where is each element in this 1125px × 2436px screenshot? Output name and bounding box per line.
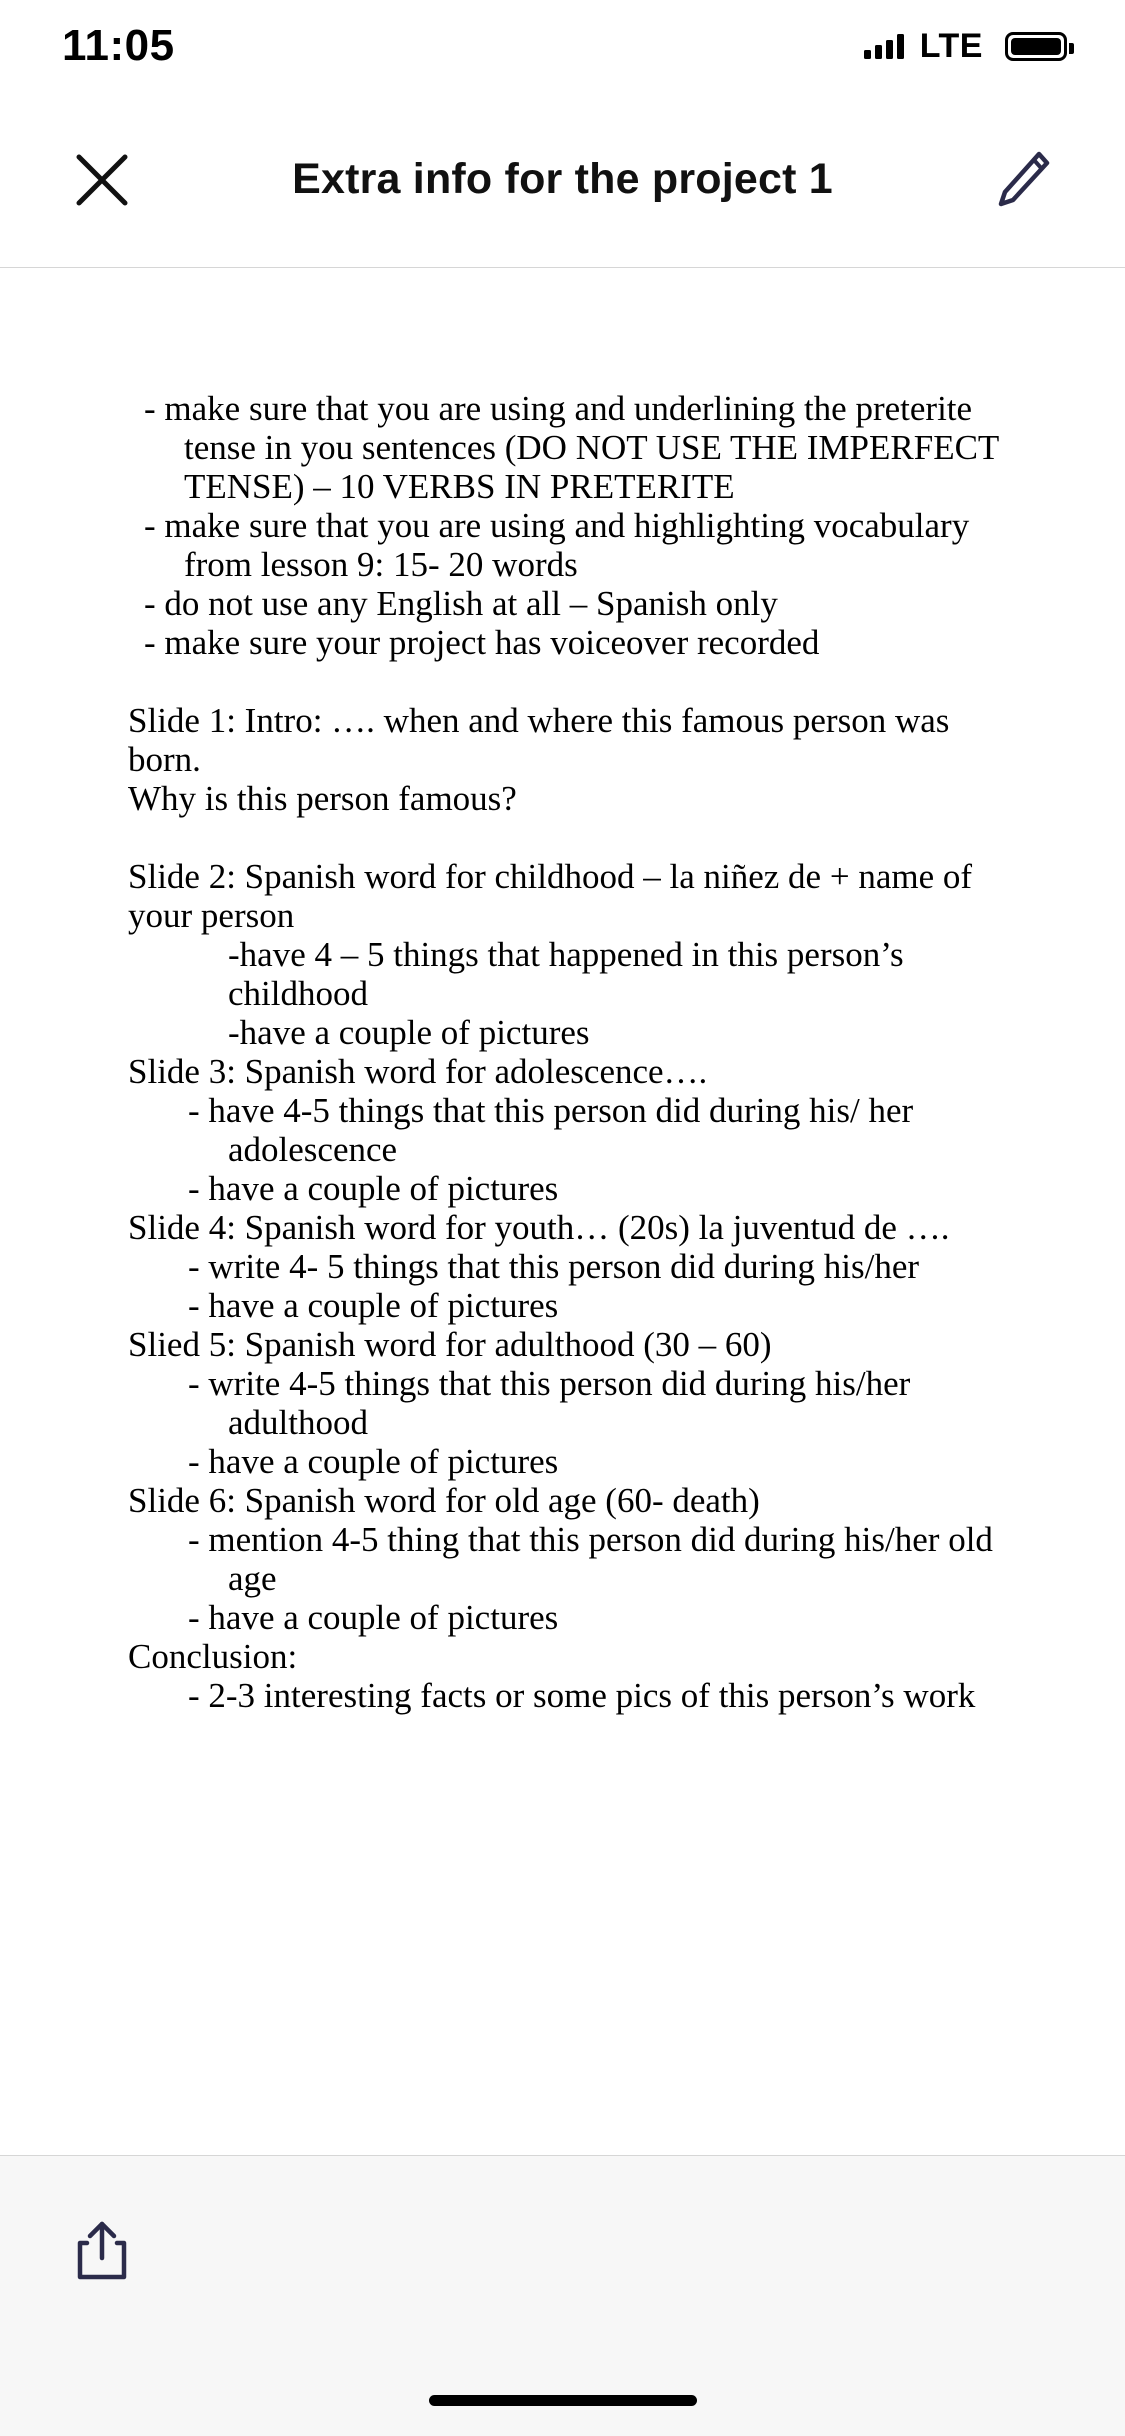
edit-button[interactable] [977,134,1069,226]
document-line: your person [128,896,295,935]
bottom-toolbar [0,2155,1125,2436]
document-line: - have a couple of pictures [188,1598,559,1637]
document-content [0,269,1125,1715]
home-indicator [429,2395,697,2406]
document-blank-line [128,662,1015,701]
close-button[interactable] [56,134,148,226]
pencil-edit-icon [995,150,1051,210]
document-line: Why is this person famous? [128,779,517,818]
document-line: TENSE) – 10 VERBS IN PRETERITE [184,467,735,506]
document-line: - 2-3 interesting facts or some pics of this person’s work [188,1676,976,1715]
document-blank-line [128,818,1015,857]
document-line: - make sure that you are using and highlighting vocabulary [144,506,970,545]
document-line: - write 4- 5 things that this person did during his/her [188,1247,920,1286]
share-button[interactable] [52,2200,152,2300]
network-type-label: LTE [919,26,983,65]
document-line: Slide 3: Spanish word for adolescence…. [128,1052,708,1091]
document-line: Slide 1: Intro: …. when and where this famous person was born. [128,701,950,779]
document-line: - have 4-5 things that this person did during his/ her [188,1091,914,1130]
document-line: adolescence [228,1130,398,1169]
document-body[interactable] [0,269,1125,2155]
document-line: - have a couple of pictures [188,1442,559,1481]
document-line: Slied 5: Spanish word for adulthood (30 – 60) [128,1325,772,1364]
document-line: from lesson 9: 15- 20 words [184,545,578,584]
document-line: -have 4 – 5 things that happened in this person’s childhood [228,935,904,1013]
document-line: -have a couple of pictures [228,1013,590,1052]
document-line: - make sure your project has voiceover recorded [144,623,820,662]
close-icon [73,151,131,209]
document-line: tense in you sentences (DO NOT USE THE IMPERFECT [184,428,1000,467]
share-upload-icon [74,2218,130,2282]
document-line: - have a couple of pictures [188,1286,559,1325]
document-line: - mention 4-5 thing that this person did during his/her old age [188,1520,993,1598]
status-bar-indicators [864,27,1067,66]
status-bar [0,0,1125,92]
cellular-signal-icon [864,33,904,59]
page-title: Extra info for the project 1 [292,155,833,203]
document-line: - write 4-5 things that this person did during his/her adulthood [188,1364,911,1442]
document-line: Slide 4: Spanish word for youth… (20s) la juventud de …. [128,1208,950,1247]
document-line: Conclusion: [128,1637,298,1676]
document-line: - make sure that you are using and underlining the preterite [144,389,973,428]
document-line: - do not use any English at all – Spanish only [144,584,778,623]
document-line: - have a couple of pictures [188,1169,559,1208]
document-line: Slide 2: Spanish word for childhood – la niñez de + name of [128,857,973,896]
status-bar-time: 11:05 [62,21,175,70]
battery-full-icon [1005,32,1067,61]
document-line: Slide 6: Spanish word for old age (60- death) [128,1481,760,1520]
navigation-bar [0,92,1125,268]
